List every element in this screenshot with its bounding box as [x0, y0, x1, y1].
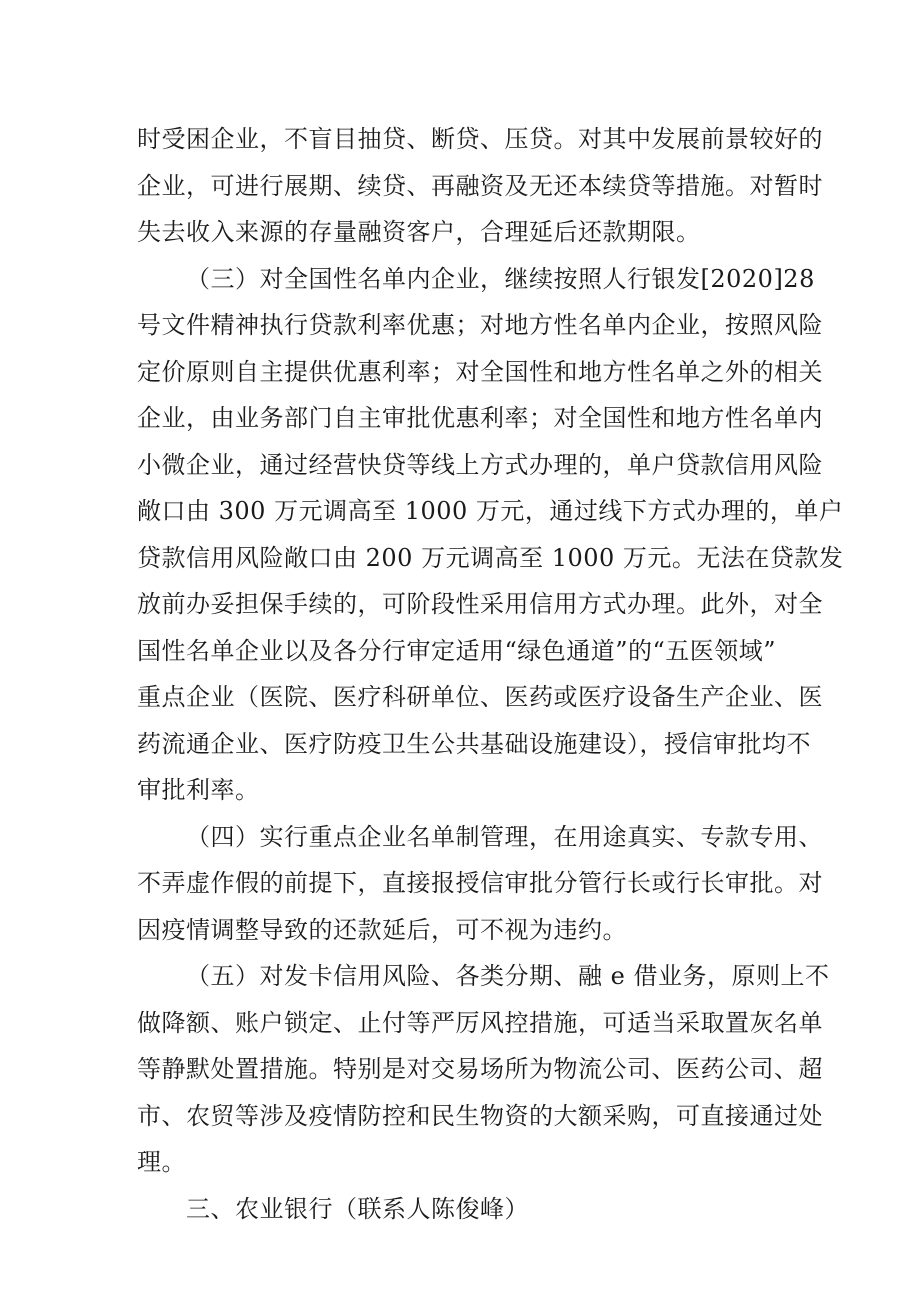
paragraph-line: 定价原则自主提供优惠利率；对全国性和地方性名单之外的相关	[137, 358, 823, 386]
paragraph-line-indented: （五）对发卡信用风险、各类分期、融 e 借业务，原则上不	[186, 962, 830, 990]
paragraph-line-indented: （三）对全国性名单内企业，继续按照人行银发[2020]28	[186, 265, 815, 293]
paragraph-line: 小微企业，通过经营快贷等线上方式办理的，单户贷款信用风险	[137, 451, 823, 479]
paragraph-line: 等静默处置措施。特别是对交易场所为物流公司、医药公司、超	[137, 1055, 823, 1083]
paragraph-line: 因疫情调整导致的还款延后，可不视为违约。	[137, 916, 627, 944]
paragraph-line: 失去收入来源的存量融资客户，合理延后还款期限。	[137, 218, 701, 246]
paragraph-line: 贷款信用风险敞口由 200 万元调高至 1000 万元。无法在贷款发	[137, 544, 844, 572]
paragraph-line: 时受困企业，不盲目抽贷、断贷、压贷。对其中发展前景较好的	[137, 125, 823, 153]
paragraph-line: 国性名单企业以及各分行审定适用“绿色通道”的“五医领域”	[137, 637, 777, 665]
section-heading: 三、农业银行（联系人陈俊峰）	[186, 1195, 529, 1223]
paragraph-line: 药流通企业、医疗防疫卫生公共基础设施建设），授信审批均不	[137, 730, 811, 758]
paragraph-line: 企业，由业务部门自主审批优惠利率；对全国性和地方性名单内	[137, 404, 823, 432]
paragraph-line: 做降额、账户锁定、止付等严厉风控措施，可适当采取置灰名单	[137, 1009, 823, 1037]
paragraph-line: 理。	[137, 1148, 186, 1176]
paragraph-line: 市、农贸等涉及疫情防控和民生物资的大额采购，可直接通过处	[137, 1102, 823, 1130]
paragraph-line: 放前办妥担保手续的，可阶段性采用信用方式办理。此外，对全	[137, 590, 823, 618]
paragraph-line: 敞口由 300 万元调高至 1000 万元，通过线下方式办理的，单户	[137, 497, 844, 525]
paragraph-line: 号文件精神执行贷款利率优惠；对地方性名单内企业，按照风险	[137, 311, 823, 339]
paragraph-line-indented: （四）实行重点企业名单制管理，在用途真实、专款专用、	[186, 823, 823, 851]
paragraph-line: 企业，可进行展期、续贷、再融资及无还本续贷等措施。对暂时	[137, 172, 823, 200]
paragraph-line: 审批利率。	[137, 776, 260, 804]
paragraph-line: 重点企业（医院、医疗科研单位、医药或医疗设备生产企业、医	[137, 683, 823, 711]
paragraph-line: 不弄虚作假的前提下，直接报授信审批分管行长或行长审批。对	[137, 869, 823, 897]
